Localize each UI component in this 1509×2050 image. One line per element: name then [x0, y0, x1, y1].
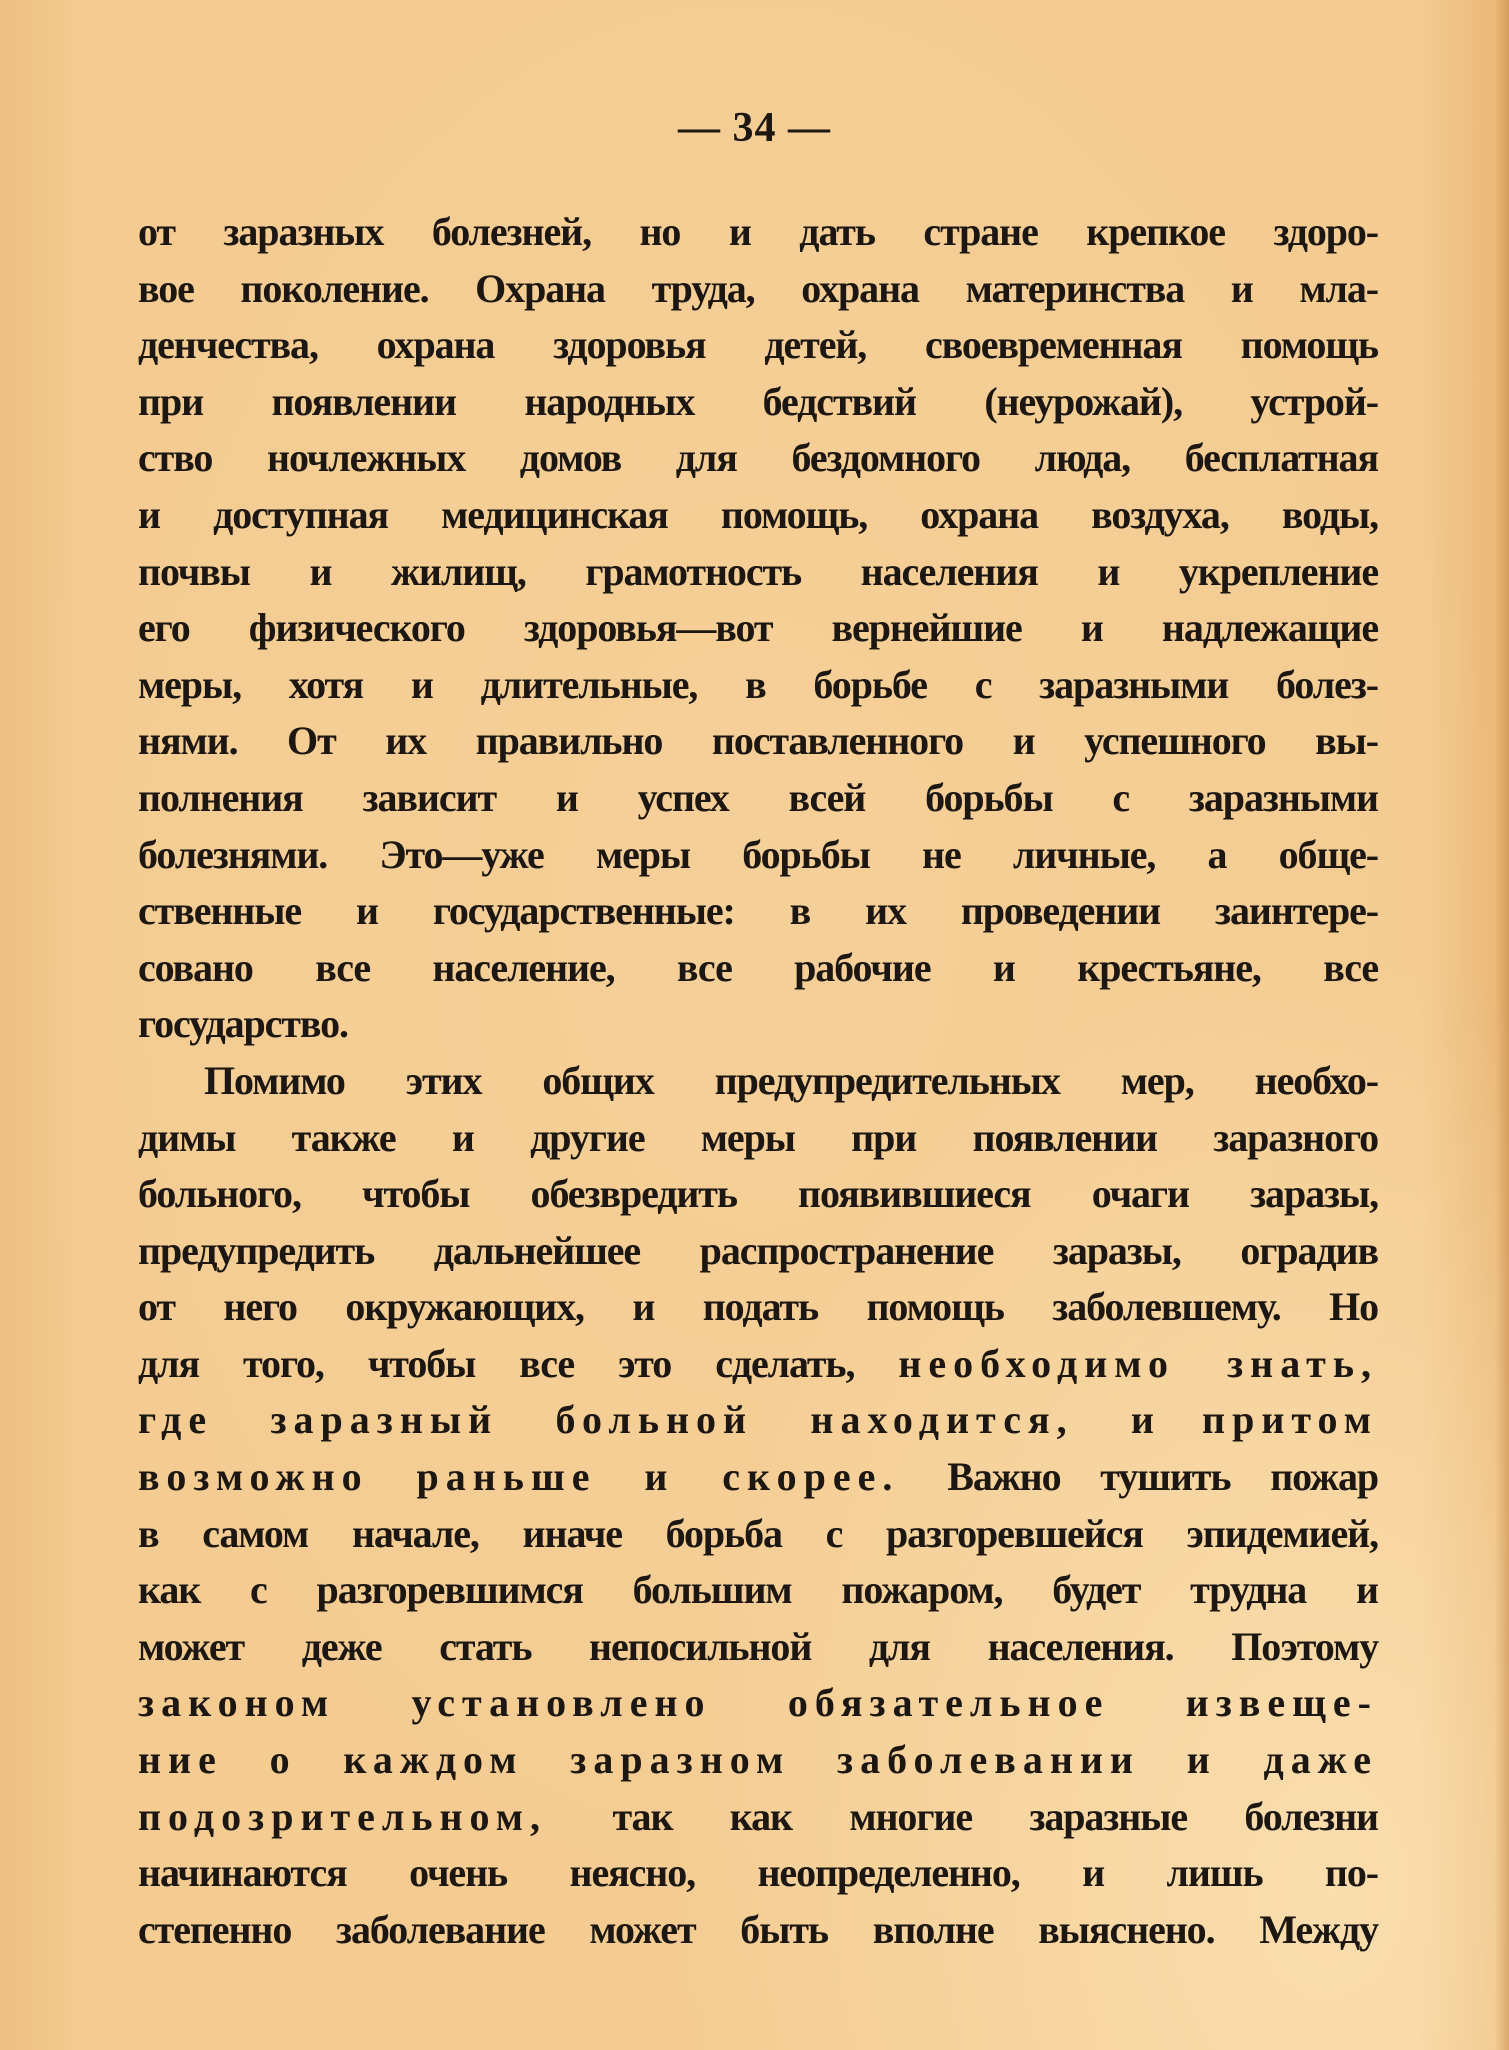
text-line: его физического здоровья—вот вернейшие и надлежащие [138, 605, 1378, 651]
text-line: от заразных болезней, но и дать стране крепкое здоро- [138, 209, 1378, 254]
text-run: Важно тушить пожар [947, 1454, 1378, 1500]
paragraph-start-line: Помимо этих общих предупредительных мер, необхо- [204, 1057, 1378, 1103]
text-line: начинаются очень неясно, неопределенно, и лишь по- [138, 1850, 1378, 1896]
text-line: степенно заболевание может быть вполне выяснено. Между [138, 1906, 1378, 1952]
emphasized-text: необходимо знать, [898, 1340, 1378, 1386]
text-line: в самом начале, иначе борьба с разгоревшейся эпидемией, [138, 1510, 1378, 1556]
text-line: как с разгоревшимся большим пожаром, будет трудна и [138, 1567, 1378, 1613]
text-line: ство ночлежных домов для бездомного люда, бесплатная [138, 435, 1378, 481]
emphasized-text: подозрительном, [138, 1793, 613, 1839]
text-run: и [1130, 1397, 1203, 1443]
page-number: — 34 — [678, 105, 831, 151]
body-text [138, 204, 1378, 1958]
emphasized-text: возможно раньше и скорее. [138, 1454, 948, 1500]
text-line: меры, хотя и длительные, в борьбе с заразными болез- [138, 661, 1378, 707]
text-line: болезнями. Это—уже меры борьбы не личные, а обще- [138, 831, 1378, 877]
page-edge-shadow [1495, 0, 1509, 2050]
text-line: нями. От их правильно поставленного и успешного вы- [138, 718, 1378, 764]
text-line: почвы и жилищ, грамотность населения и укрепление [138, 548, 1378, 594]
emphasized-text: притом [1202, 1397, 1378, 1443]
text-line [138, 1449, 1378, 1506]
emphasized-text: где заразный больной находится, [138, 1397, 1131, 1443]
text-line: государство. [138, 1001, 348, 1047]
text-line: больного, чтобы обезвредить появившиеся очаги заразы, [138, 1171, 1378, 1217]
text-run: для того, чтобы все это сделать, [138, 1340, 899, 1386]
text-line: может деже стать непосильной для населения. Поэтому [138, 1623, 1378, 1669]
text-line: полнения зависит и успех всей борьбы с заразными [138, 774, 1378, 820]
text-line: денчества, охрана здоровья детей, своевременная помощь [138, 322, 1378, 368]
text-line: димы также и другие меры при появлении заразного [138, 1114, 1378, 1160]
emphasized-line: законом установлено обязательное извеще- [138, 1680, 1378, 1726]
text-line [138, 1392, 1378, 1449]
text-line: совано все население, все рабочие и крестьяне, все [138, 944, 1378, 990]
text-line: при появлении народных бедствий (неурожай), устрой- [138, 378, 1378, 424]
text-line: от него окружающих, и подать помощь заболевшему. Но [138, 1284, 1378, 1330]
text-line: ственные и государственные: в их проведении заинтере- [138, 888, 1378, 934]
emphasized-line: ние о каждом заразном заболевании и даже [138, 1737, 1378, 1783]
text-line [138, 1789, 1378, 1846]
text-line: и доступная медицинская помощь, охрана воздуха, воды, [138, 491, 1378, 537]
text-line [138, 1336, 1378, 1393]
text-line: предупредить дальнейшее распространение заразы, оградив [138, 1227, 1378, 1273]
text-line: вое поколение. Охрана труда, охрана материнства и мла- [138, 265, 1378, 311]
text-run: так как многие заразные болезни [612, 1793, 1378, 1839]
